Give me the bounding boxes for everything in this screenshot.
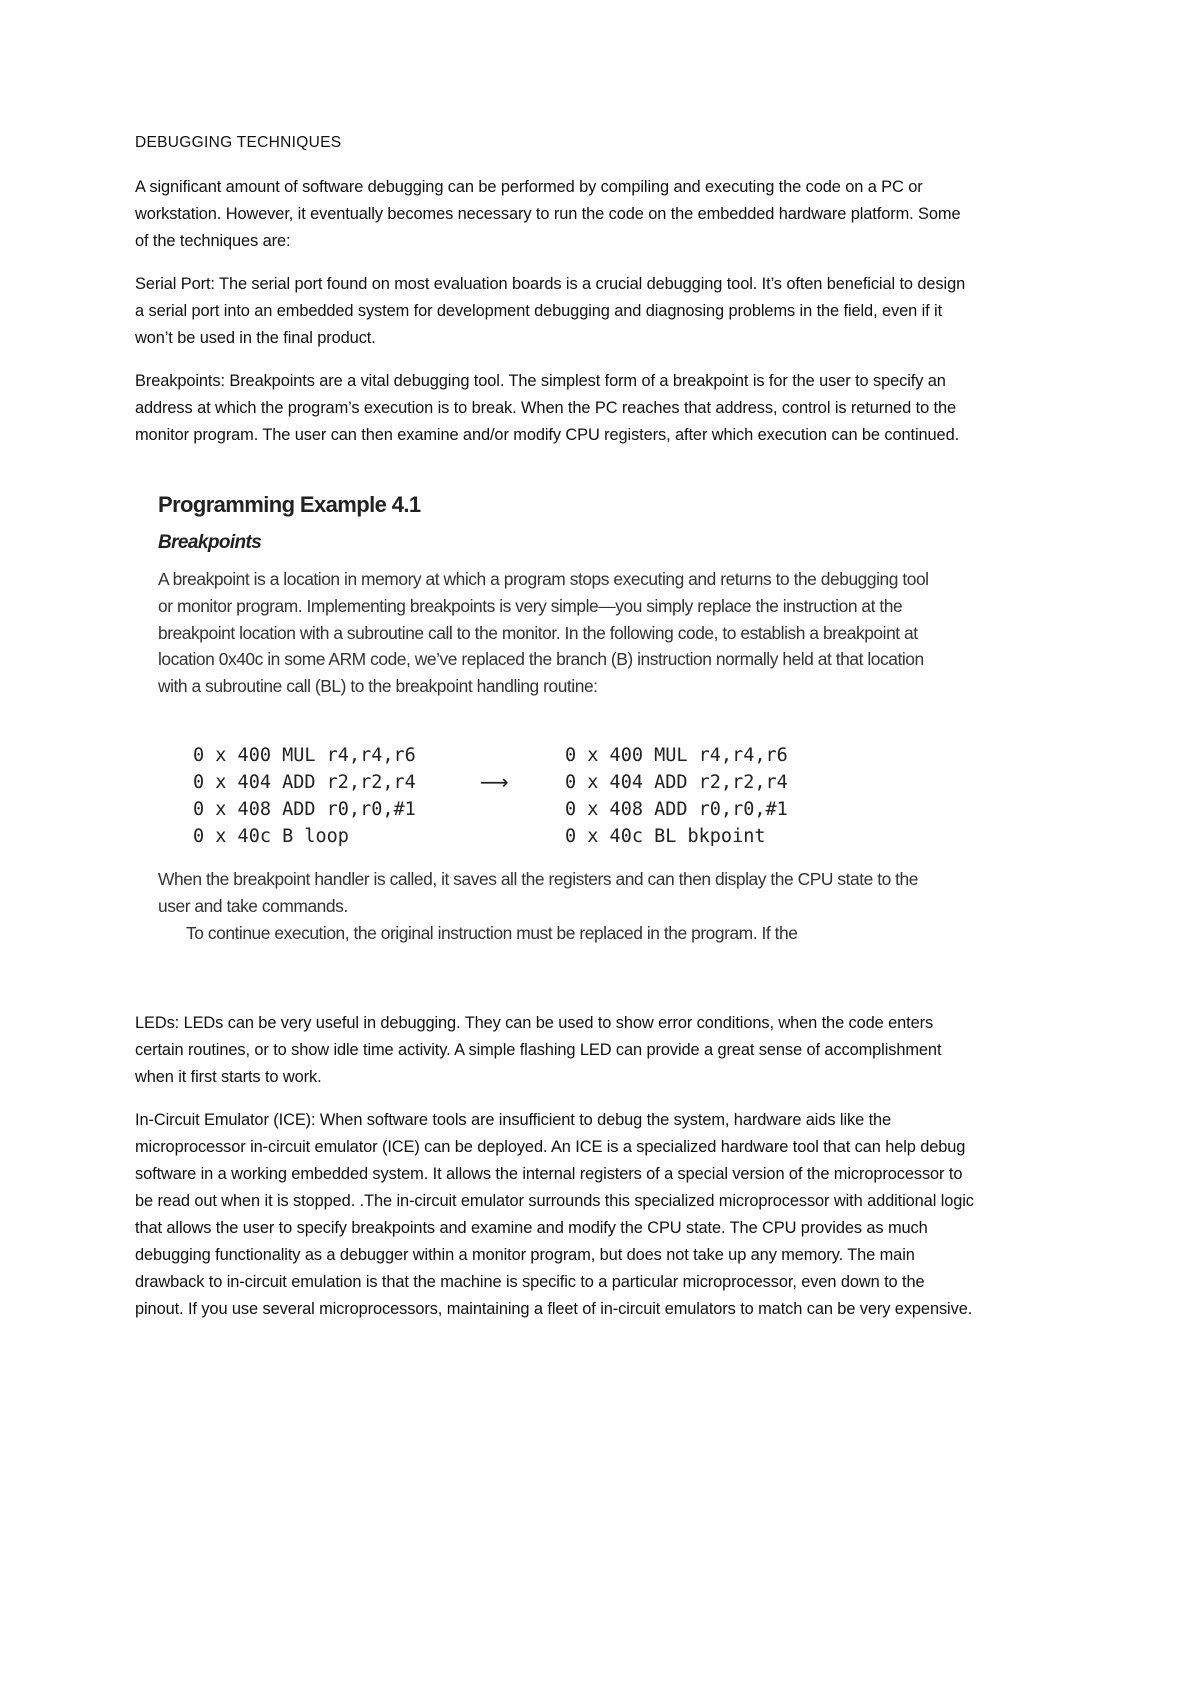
example-paragraph-1: A breakpoint is a location in memory at which a program stops executing and returns to the debugging tool or monitor program. Implementing breakpoints is very simple—you simply replace the instruction at the breakpoint location with a subroutine call to the monitor. In the following code, to establish a breakpoint at location 0x40c in some ARM code, we’ve replaced the branch (B) instruction normally held at that location with a subroutine call (BL) to the breakpoint handling routine:	[158, 569, 929, 697]
code-after	[565, 742, 788, 850]
code-line: 0 x 408 ADD r0,r0,#1	[193, 799, 416, 820]
leds-paragraph: LEDs: LEDs can be very useful in debugging. They can be used to show error conditions, when the code enters certain routines, or to show idle time activity. A simple flashing LED can provide a great sense of accomplishment when it first starts to work.	[135, 1014, 942, 1086]
code-line: 0 x 404 ADD r2,r2,r4	[193, 772, 416, 793]
code-line: 0 x 40c BL bkpoint	[565, 826, 766, 847]
document-title: DEBUGGING TECHNIQUES	[135, 134, 342, 151]
body-top	[135, 174, 975, 465]
programming-example-figure	[158, 492, 938, 700]
arrow-icon: ⟶	[480, 770, 509, 794]
ice-paragraph: In-Circuit Emulator (ICE): When software tools are insufficient to debug the system, hardware aids like the microprocessor in-circuit emulator (ICE) can be deployed. An ICE is a specialized hardware tool that can help debug software in a working embedded system. It allows the internal registers of a special version of the microprocessor to be read out when it is stopped. .The in-circuit emulator surrounds this specialized microprocessor with additional logic that allows the user to specify breakpoints and examine and modify the CPU state. The CPU provides as much debugging functionality as a debugger within a monitor program, but does not take up any memory. The main drawback to in-circuit emulation is that the machine is specific to a particular microprocessor, even down to the pinout. If you use several microprocessors, maintaining a fleet of in-circuit emulators to match can be very expensive.	[135, 1111, 974, 1318]
breakpoints-paragraph: Breakpoints: Breakpoints are a vital debugging tool. The simplest form of a breakpoint is for the user to specify an address at which the program’s execution is to break. When the PC reaches that address, control is returned to the monitor program. The user can then examine and/or modify CPU registers, after which execution can be continued.	[135, 372, 960, 444]
programming-example-continued	[158, 866, 938, 946]
serial-port-paragraph: Serial Port: The serial port found on most evaluation boards is a crucial debugging tool. It’s often beneficial to design a serial port into an embedded system for development debugging and diagnosing problems in the field, even if it won’t be used in the final product.	[135, 275, 966, 347]
code-line: 0 x 400 MUL r4,r4,r6	[565, 745, 788, 766]
code-line: 0 x 408 ADD r0,r0,#1	[565, 799, 788, 820]
body-bottom	[135, 1010, 975, 1339]
example-subheading: Breakpoints	[158, 532, 262, 553]
example-heading: Programming Example 4.1	[158, 492, 421, 517]
intro-paragraph: A significant amount of software debugging can be performed by compiling and executing the code on a PC or workstation. However, it eventually becomes necessary to run the code on the embedded hardware platform. Some of the techniques are:	[135, 178, 961, 250]
example-paragraph-2: When the breakpoint handler is called, it saves all the registers and can then display the CPU state to the user and take commands.	[158, 869, 919, 916]
example-paragraph-3: To continue execution, the original instruction must be replaced in the program. If the	[186, 922, 798, 943]
code-line: 0 x 404 ADD r2,r2,r4	[565, 772, 788, 793]
code-before	[193, 742, 416, 850]
code-line: 0 x 400 MUL r4,r4,r6	[193, 745, 416, 766]
code-line: 0 x 40c B loop	[193, 826, 349, 847]
